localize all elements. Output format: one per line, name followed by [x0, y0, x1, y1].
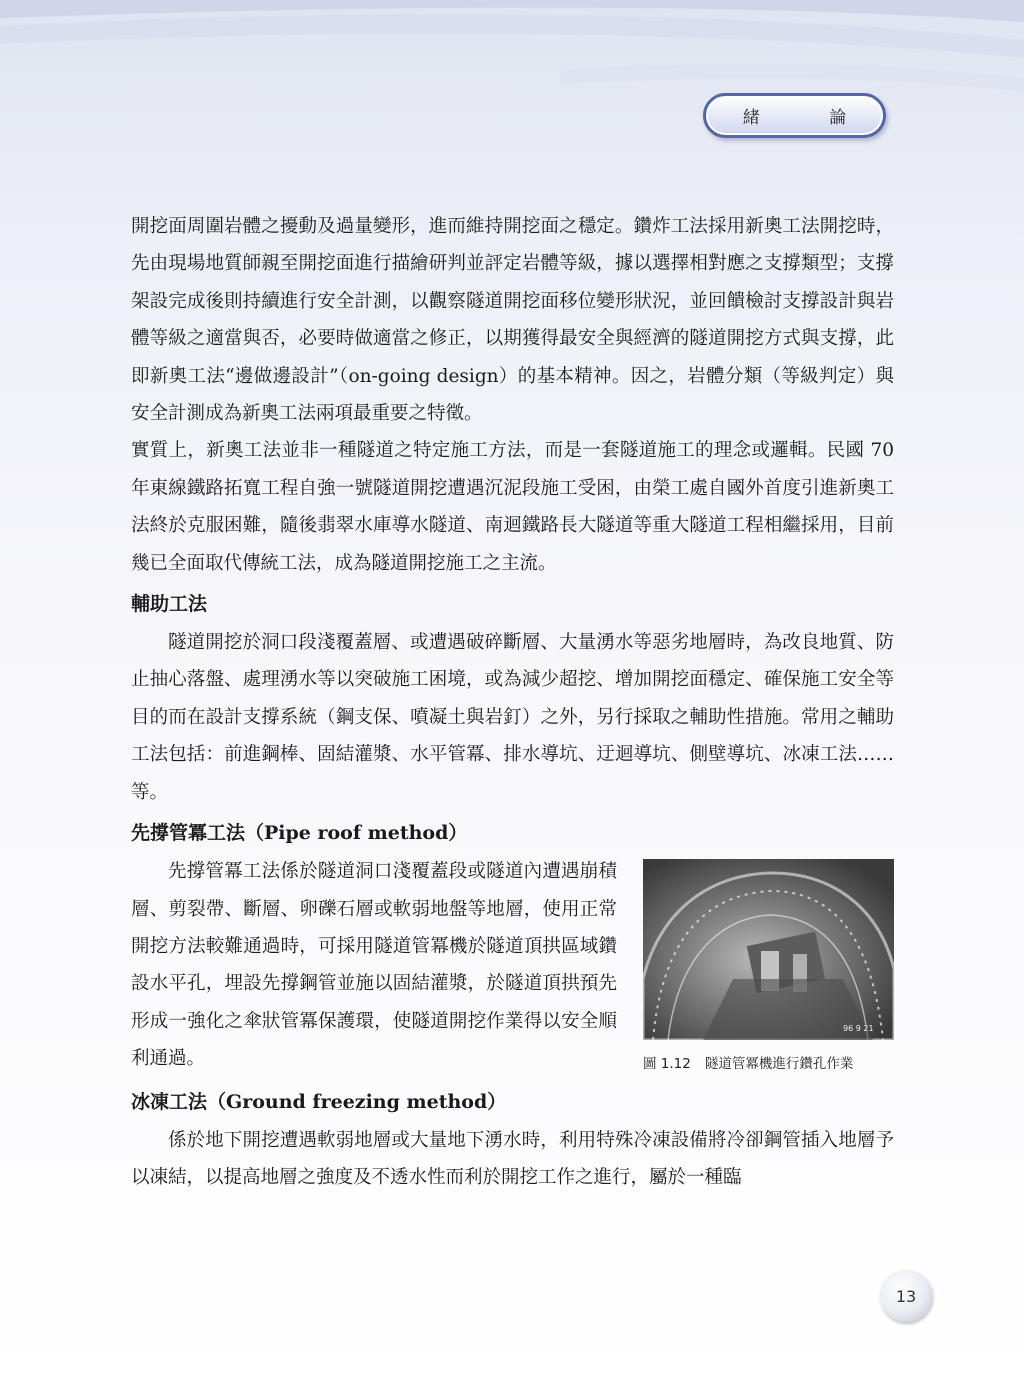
chapter-label: 緒 論	[742, 108, 879, 128]
paragraph-ground-freezing-method: 係於地下開挖遭遇軟弱地層或大量地下湧水時，利用特殊冷凍設備將冷卻鋼管插入地層予以凍結，以提高地層之強度及不透水性而利於開挖工作之進行，屬於一種臨	[131, 1129, 894, 1188]
figure-caption-text: 隧道管冪機進行鑽孔作業	[704, 1056, 854, 1073]
photo-date-stamp: 96 9 21	[843, 1024, 874, 1034]
intro-paragraph: 開挖面周圍岩體之擾動及過量變形，進而維持開挖面之穩定。鑽炸工法採用新奧工法開挖時，先由現場地質師親至開挖面進行描繪研判並評定岩體等級，據以選擇相對應之支撐類型；支撐架設完成後則持續進行安全計測，以觀察隧道開挖面移位變形狀況，並回饋檢討支撐設計與岩體等級之適當與否，必要時做適當之修正，以期獲得最安全與經濟的隧道開挖方式與支撐，此即新奧工法“邊做邊設計”（on-going design）的基本精神。因之，岩體分類（等級判定）與安全計測成為新奧工法兩項最重要之特徵。	[131, 216, 894, 425]
tunnel-photo	[643, 859, 894, 1040]
paragraph-pipe-roof-method: 先撐管冪工法係於隧道洞口淺覆蓋段或隧道內遭遇崩積層、剪裂帶、斷層、卵礫石層或軟弱地盤等地層，使用正常開挖方法較難通過時，可採用隧道管冪機於隧道頂拱區域鑽設水平孔，埋設先撐鋼管並施以固結灌漿，於隧道頂拱預先形成一強化之傘狀管冪保護環，使隧道開挖作業得以安全順利通過。	[131, 861, 617, 1070]
paragraph-history: 實質上，新奧工法並非一種隧道之特定施工方法，而是一套隧道施工的理念或邏輯。民國 70 年東線鐵路拓寬工程自強一號隧道開挖遭遇沉泥段施工受困，由榮工處自國外首度引進新奧工法終於克服困難，隨後翡翠水庫導水隧道、南迴鐵路長大隧道等重大隧道工程相繼採用，目前幾已全面取代傳統工法，成為隧道開挖施工之主流。	[131, 440, 894, 574]
page-content	[131, 208, 894, 1196]
chapter-tab	[703, 93, 886, 138]
figure-caption	[643, 1052, 894, 1072]
heading-pipe-roof-method: 先撐管冪工法（Pipe roof method）	[131, 822, 468, 845]
heading-auxiliary-methods: 輔助工法	[131, 593, 208, 616]
figure-pipe-roof-machine	[643, 853, 894, 1072]
page-number: 13	[895, 1286, 917, 1306]
heading-ground-freezing-method: 冰凍工法（Ground freezing method）	[131, 1090, 507, 1113]
paragraph-auxiliary-methods: 隧道開挖於洞口段淺覆蓋層、或遭遇破碎斷層、大量湧水等惡劣地層時，為改良地質、防止抽心落盤、處理湧水等以突破施工困境，或為減少超挖、增加開挖面穩定、確保施工安全等目的而在設計支撐系統（鋼支保、噴凝土與岩釘）之外，另行採取之輔助性措施。常用之輔助工法包括：前進鋼棒、固結灌漿、水平管冪、排水導坑、迂迴導坑、側壁導坑、冰凍工法……等。	[131, 632, 894, 803]
figure-number: 圖 1.12	[643, 1056, 691, 1073]
page-number-badge	[880, 1270, 932, 1322]
